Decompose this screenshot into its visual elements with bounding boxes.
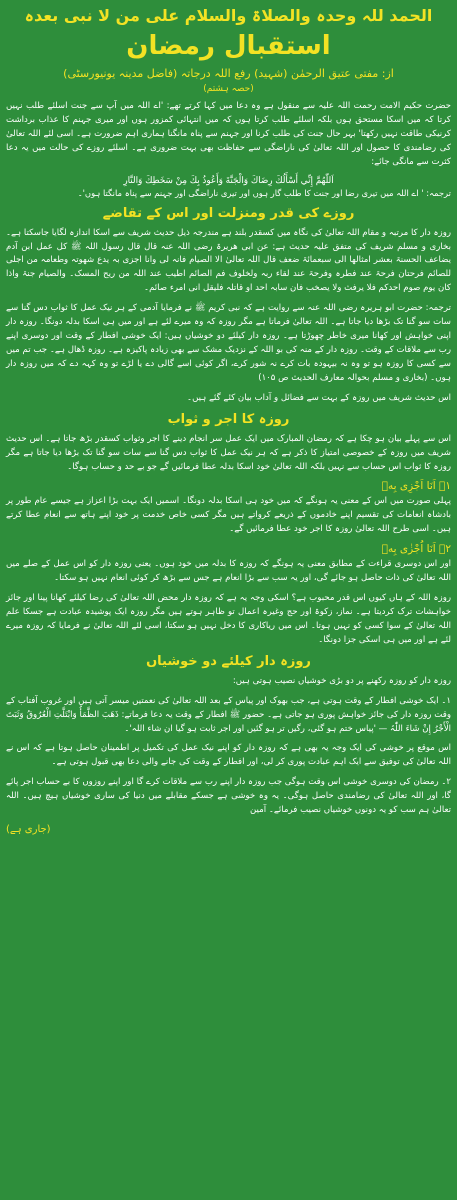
hadith-paragraph: روزہ دار کا مرتبہ و مقام اللہ تعالیٰ کی نگاہ میں کسقدر بلند ہے مندرجہ ذیل حدیث شریف سے اسکا اندازہ لگایا جاسکتا ہے۔ بخاری و مسلم شریف کی متفق علیہ حدیث ہے: عن ابی ھریرۃ رضی اللہ عنہ قال قال رسول اللہ ﷺ کل عمل ابن آدم یضاعف الحسنۃ بعشر امثالھا الی سبعمائۃ ضعف قال اللہ تعالیٰ الا الصیام فانہ لی وانا اجزی بہ یدع شھوتہ وطعامہ من اجلی للصائم فرحتان فرحۃ عند فطرہ وفرحۃ عند لقاء ربہ ولخلوف فم الصائم اطیب عند اللہ من ریح المسک۔ والصیام جنۃ واذا کان یوم صوم احدکم فلا یرفث ولا یصخب فان سابہ احد او قاتلہ فلیقل انی امرء صائم۔ xyxy=(6,227,451,294)
author-line: از: مفتی عتیق الرحمٰن (شہید) رفع اللہ درجاتہ (فاضل مدینہ یونیورسٹی) xyxy=(63,67,394,80)
dua-translation: ترجمہ: ' اے اللہ میں تیری رضا اور جنت کا طلب گار ہوں اور تیری ناراضگی اور جہنم سے پناہ مانگتا ہوں'۔ xyxy=(77,187,451,198)
dua-arabic: اَللّٰهُمَّ إِنِّي أَسْأَلُكَ رِضَاكَ وَالْجَنَّةَ وَأَعُوذُ بِكَ مِنْ سَخَطِكَ وَالنَّارِ xyxy=(123,175,334,186)
continued-link[interactable]: (جاری ہے) xyxy=(6,824,51,836)
second-joy-paragraph: ۲۔ رمضان کی دوسری خوشی اس وقت ہوگی جب روزہ دار اپنے رب سے ملاقات کرے گا اور اپنے روزوں کا بے حساب اجر پائے گا، اور اللہ تعالیٰ کی رضامندی حاصل ہوگی۔ یہ وہ خوشی ہے جسکے مقابلے میں دنیا کی ساری خوشیاں ہیچ ہیں۔ اللہ تعالیٰ ہم سب کو یہ دونوں خوشیاں نصیب فرمائے۔ آمین xyxy=(6,777,451,816)
page-title: استقبال رمضان xyxy=(126,31,331,61)
hidden-worship-paragraph: روزہ اللہ کے ہاں کیوں اس قدر محبوب ہے؟ اسکی وجہ یہ ہے کہ روزہ دار محض اللہ تعالیٰ کی رضا کیلئے کھانا پینا اور جائز خواہشات ترک کردیتا ہے۔ نماز، زکوۃ اور حج وغیرہ اعمال تو ظاہر ہوتے ہیں مگر روزہ ایک پوشیدہ عبادت ہے جسکا علم اللہ تعالیٰ کے سوا کسی کو نہیں ہوتا۔ اس میں ریاکاری کا دخل نہیں ہو سکتا، اسی لئے اللہ تعالیٰ نے فرمایا کہ روزہ میرے لئے ہے اور میں ہی اسکی جزا دونگا۔ xyxy=(6,593,451,645)
reading-two-paragraph: اور اس دوسری قراءت کے مطابق معنی یہ ہونگے کہ روزہ کا بدلہ میں خود ہوں۔ یعنی روزہ دار کو اس عمل کے صلے میں اللہ تعالیٰ کی ذات حاصل ہو جائے گی، اور یہ سب سے بڑا انعام ہے جس سے بڑھ کر کوئی انعام نہیں ہو سکتا۔ xyxy=(6,559,451,584)
summary-paragraph: اس حدیث شریف میں روزہ کے بہت سے فضائل و آداب بیان کئے گئے ہیں۔ xyxy=(187,392,451,403)
reward-paragraph: اس سے پہلے بیان ہو چکا ہے کہ رمضان المبارک میں ایک عمل سر انجام دینے کا اجر وثواب کسقدر بڑھ جاتا ہے۔ اس حدیث شریف میں روزہ کے خصوصی امتیاز کا ذکر ہے کہ ہر نیک عمل کا ثواب دس گنا سے سات سو گنا تک بڑھا دیا جاتا ہے مگر روزہ کا ثواب اس حساب سے نہیں بلکہ اللہ تعالیٰ خود اسکا بدلہ عطا فرمائیں گے جو بے حد و حساب ہوگا۔ xyxy=(6,433,451,472)
section-heading-fasting-status: روزے کی قدر ومنزلت اور اس کے تقاضے xyxy=(102,205,355,221)
first-joy-paragraph: ۱۔ ایک خوشی افطار کے وقت ہوتی ہے، جب بھوک اور پیاس کے بعد اللہ تعالیٰ کی نعمتیں میسر آتی ہیں اور غروب آفتاب کے وقت روزہ دار کی جائز خواہش پوری ہو جاتی ہے۔ حضور ﷺ افطار کے وقت یہ دعا فرماتے: ذَهَبَ الظَّمَأُ وَابْتَلَّتِ الْعُرُوقُ وَثَبَتَ الْأَجْرُ إِنْ شَاءَ اللّٰہُ — 'پیاس ختم ہو گئی، رگیں تر ہو گئیں اور اجر ثابت ہو گیا ان شاء اللہ'۔ xyxy=(6,695,451,734)
two-joys-intro: روزہ دار کو روزہ رکھنے پر دو بڑی خوشیاں نصیب ہوتی ہیں: xyxy=(232,675,451,686)
first-joy-detail: اس موقع پر خوشی کی ایک وجہ یہ بھی ہے کہ روزہ دار کو اپنے نیک عمل کی تکمیل پر اطمینان حاصل ہوتا ہے کہ اس نے اللہ تعالیٰ کی توفیق سے ایک اہم عبادت پوری کر لی، اور افطار کے وقت کی جانے والی دعا بھی قبول ہوتی ہے۔ xyxy=(6,743,451,768)
invocation-heading: الحمد للہ وحدہ والصلاۃ والسلام علی من لا نبی بعدہ xyxy=(24,6,433,25)
part-label: (حصہ ہشتم) xyxy=(203,84,254,94)
intro-paragraph: حضرت حکیم الامت رحمت اللہ علیہ سے منقول ہے وہ دعا میں کہا کرتے تھے: 'اے اللہ میں آپ سے جنت اسلئے طلب نہیں کرتا کہ میں اسکا مستحق ہوں بلکہ اسلئے طلب کرتا ہوں کہ میں انتہائی کمزور ہوں اور میری جہنم کا عذاب برداشت کرنیکی طاقت نہیں رکھتا' بہر حال جنت کی طلب کرنا اور جہنم سے پناہ مانگنا ہماری اہم ضرورت ہے۔ اسی لئے اللہ تعالیٰ کی رضامندی کا حصول اور اللہ تعالیٰ کی ناراضگی سے حفاظت بھی بہت ضروری ہے۔ اسلئے روزے کی حالت میں یہ دعا کثرت سے مانگی جائے: xyxy=(6,101,451,167)
hadith-translation-paragraph: ترجمہ: حضرت ابو ہریرہ رضی اللہ عنہ سے روایت ہے کہ نبی کریم ﷺ نے فرمایا آدمی کے ہر نیک عمل کا ثواب دس گنا سے سات سو گنا تک بڑھا دیا جاتا ہے۔ اللہ تعالیٰ فرماتا ہے مگر روزہ کہ وہ میرے لئے ہے اور میں ہی اسکا بدلہ دونگا۔ روزہ دار اپنی خواہش اور کھانا میری خاطر چھوڑتا ہے۔ روزہ دار کیلئے دو خوشیاں ہیں: ایک خوشی افطار کے وقت اور دوسری اپنے رب سے ملاقات کے وقت۔ روزہ دار کے منہ کی بو اللہ کے نزدیک مشک سے بھی زیادہ پاکیزہ ہے۔ روزہ ڈھال ہے۔ جب تم میں سے کسی کا روزہ ہو تو وہ نہ بیہودہ بات کرے نہ شور کرے، اگر کوئی اسے گالی دے یا لڑے تو وہ کہہ دے کہ میں روزہ دار ہوں۔ (بخاری و مسلم بحوالہ معارف الحدیث ص ۱۰۵) xyxy=(6,303,451,383)
reading-one-heading: ۱۔ اَنَا اَجْزِی بِهٖ xyxy=(381,480,451,493)
reading-one-paragraph: پہلی صورت میں اس کے معنی یہ ہونگے کہ میں خود ہی اسکا بدلہ دونگا۔ اسمیں ایک بہت بڑا اعزاز ہے جیسے عام طور پر بادشاہ انعامات کی تقسیم اپنے خادموں کے ذریعے کرواتے ہیں مگر کسی خاص خدمت پر خود اپنے ہاتھ سے انعام عطا کرتے ہیں۔ اسی طرح اللہ تعالیٰ روزہ کا اجر خود عطا فرمائیں گے۔ xyxy=(6,496,451,535)
reading-two-heading: ۲۔ اَنَا اُجْزٰی بِهٖ xyxy=(381,543,451,556)
section-heading-reward: روزہ کا اجر و ثواب xyxy=(167,411,290,427)
section-heading-two-joys: روزہ دار کیلئے دو خوشیاں xyxy=(146,653,311,669)
